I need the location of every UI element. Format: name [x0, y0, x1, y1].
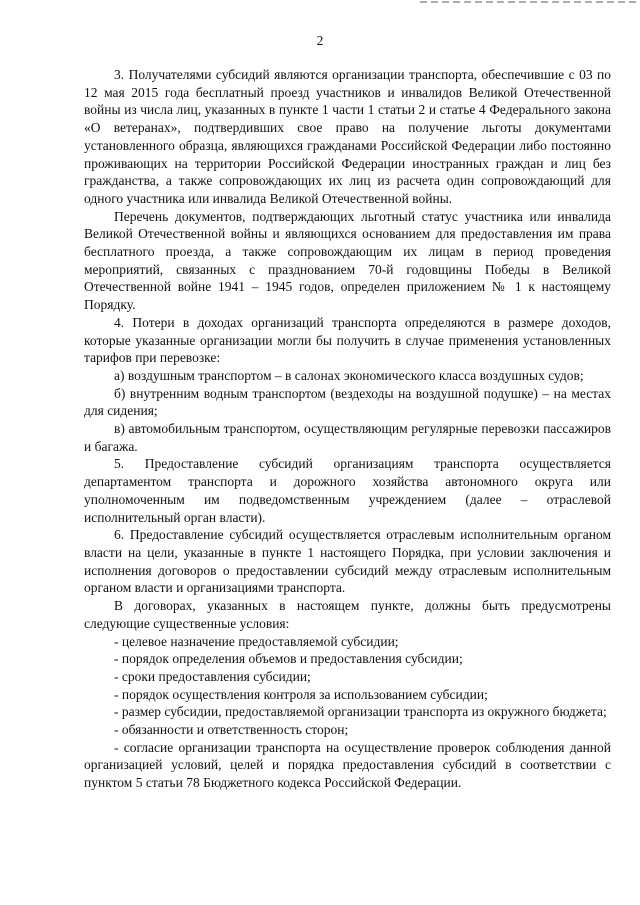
- list-item-subsidy-amount: - размер субсидии, предоставляемой организации транспорта из окружного бюджета;: [114, 704, 607, 720]
- paragraph-income-losses: 4. Потери в доходах организаций транспорта определяются в размере доходов, которые указанные организации могли бы получить в случае применения установленных тарифов при перевозке:: [84, 314, 611, 366]
- list-item-audit-consent: - согласие организации транспорта на осуществление проверок соблюдения данной организацией условий, целей и порядка предоставления субсидий в соответствии с пунктом 5 статьи 78 Бюджетного кодекса Российской Федерации.: [84, 739, 611, 791]
- paragraph-road-transport: в) автомобильным транспортом, осуществляющим регулярные перевозки пассажиров и багажа.: [84, 421, 611, 454]
- paragraph-air-transport: а) воздушным транспортом – в салонах экономического класса воздушных судов;: [114, 367, 584, 383]
- paragraph-subsidy-provider: 5. Предоставление субсидий организациям транспорта осуществляется департаментом транспорта и дорожного хозяйства автономного округа или уполномоченным им подведомственным учреждением (далее – отраслевой исполнительный орган власти).: [84, 456, 611, 525]
- list-item-volume-procedure: - порядок определения объемов и предоставления субсидии;: [114, 651, 463, 667]
- list-item-deadlines: - сроки предоставления субсидии;: [114, 668, 311, 684]
- document-body: [84, 66, 611, 792]
- paragraph-recipients: 3. Получателями субсидий являются организации транспорта, обеспечившие с 03 по 12 мая 2015 года бесплатный проезд участников и инвалидов Великой Отечественной войны из числа лиц, указанных в пункте 1 части 1 статьи 2 и статье 4 Федерального закона «О ветеранах», подтвердивших свое право на получение льготы документами установленного образца, являющихся гражданами Российской Федерации либо постоянно проживающих на территории Российской Федерации иностранных граждан и лиц без гражданства, а также сопровождающих их лиц из расчета один сопровождающий для одного участника или инвалида Великой Отечественной войны.: [84, 67, 611, 206]
- paragraph-water-transport: б) внутренним водным транспортом (вездеходы на воздушной подушке) – на местах для сидения;: [84, 385, 611, 419]
- paragraph-documents-list: Перечень документов, подтверждающих льготный статус участника или инвалида Великой Отечественной войны и являющихся основанием для предоставления им права бесплатного проезда, а также сопровождающим их лицам в период проведения мероприятий, связанных с празднованием 70-й годовщины Победы в Великой Отечественной войне 1941 – 1945 годов, определен приложением № 1 к настоящему Порядку.: [84, 208, 611, 313]
- paragraph-contract-terms-intro: В договорах, указанных в настоящем пункте, должны быть предусмотрены следующие существенные условия:: [84, 598, 611, 631]
- paragraph-subsidy-conditions: 6. Предоставление субсидий осуществляется отраслевым исполнительным органом власти на цели, указанные в пункте 1 настоящего Порядка, при условии заключения и исполнения договоров о предоставлении субсидий между отраслевым исполнительным органом власти и организациями транспорта.: [84, 527, 611, 596]
- list-item-obligations: - обязанности и ответственность сторон;: [114, 722, 349, 738]
- page-number: 2: [316, 33, 324, 48]
- list-item-purpose: - целевое назначение предоставляемой субсидии;: [114, 633, 399, 649]
- scan-edge-mark: [420, 1, 638, 3]
- list-item-control-procedure: - порядок осуществления контроля за использованием субсидии;: [114, 686, 488, 702]
